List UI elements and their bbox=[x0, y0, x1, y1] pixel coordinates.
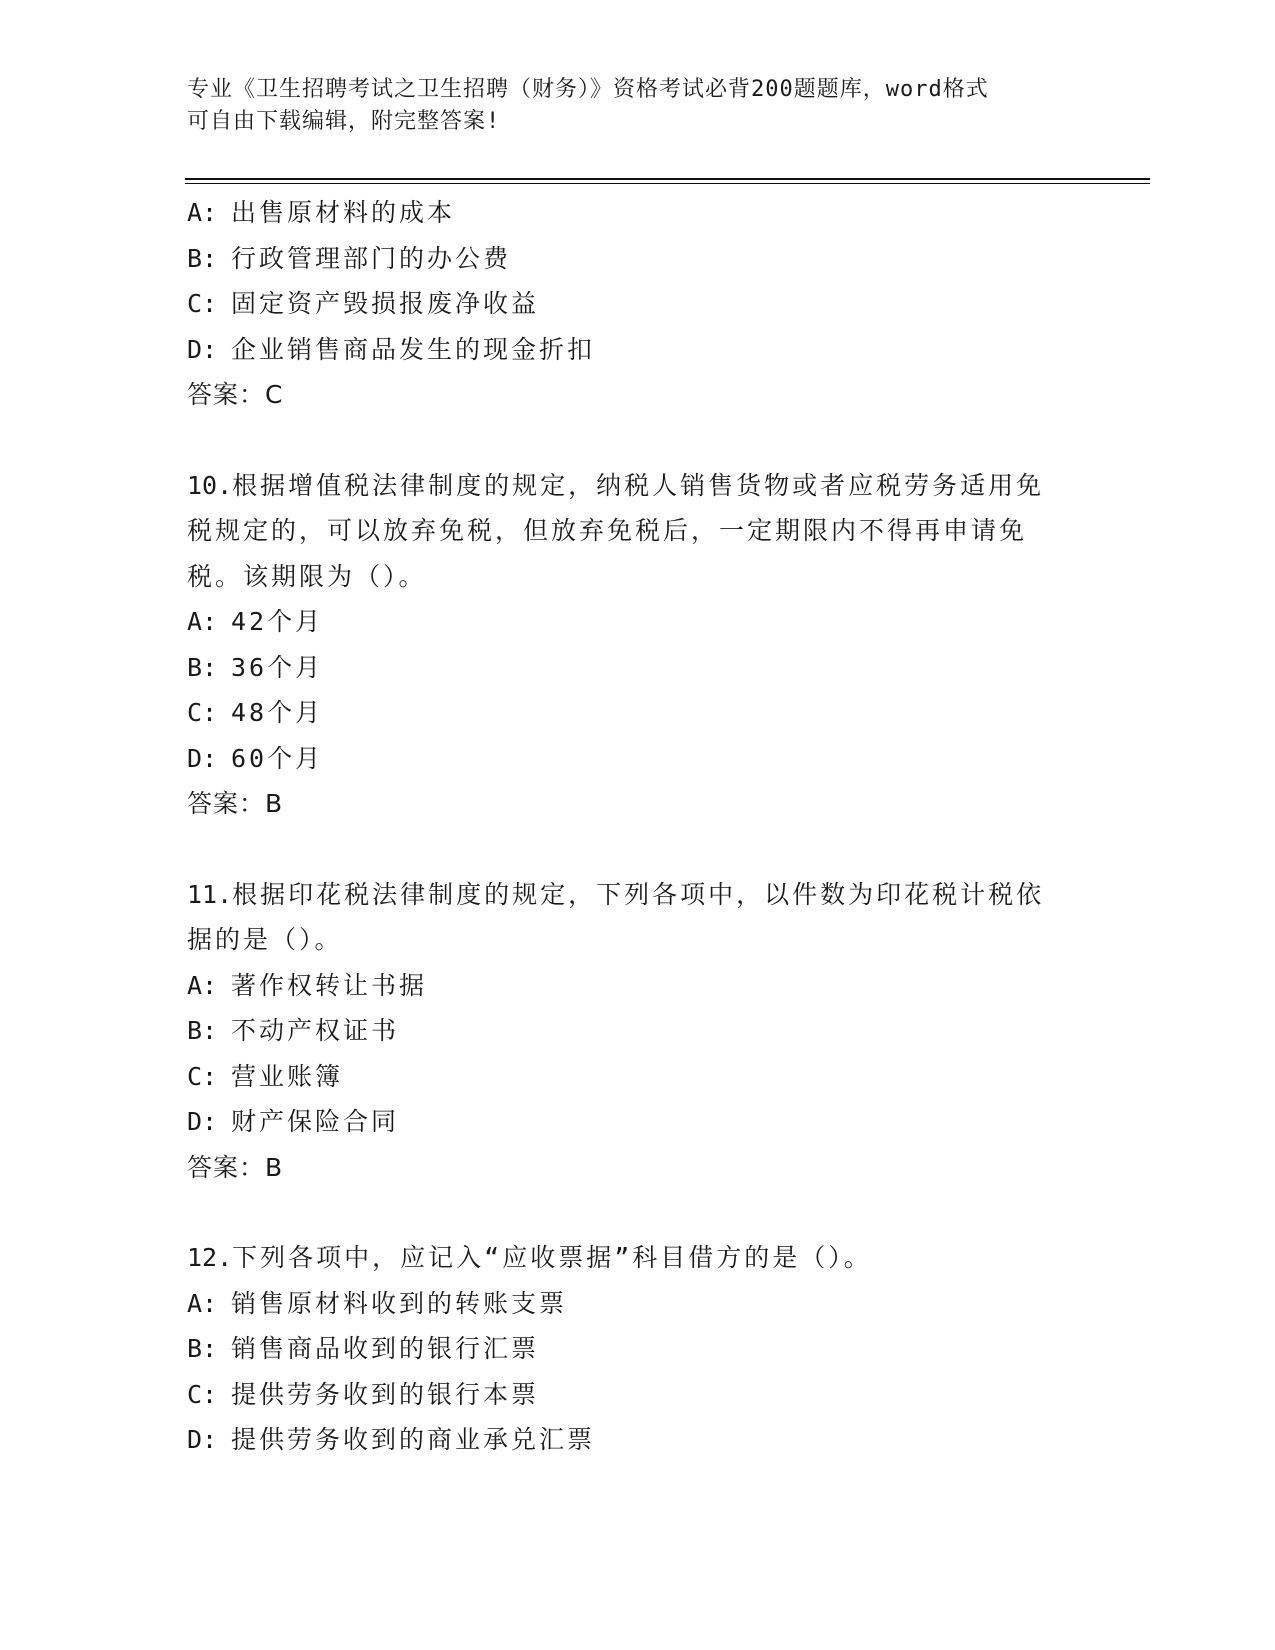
option-letter: A: bbox=[187, 198, 218, 227]
option-letter: D: bbox=[187, 334, 218, 364]
option-letter: C: bbox=[187, 1061, 218, 1091]
option-d bbox=[187, 1417, 1087, 1463]
option-b bbox=[187, 1326, 1087, 1372]
option-letter: C: bbox=[187, 289, 218, 318]
document-header bbox=[187, 74, 1067, 138]
spacer bbox=[187, 418, 1087, 463]
header-title-line-1: 专业《卫生招聘考试之卫生招聘（财务）》资格考试必背200题题库，word格式 bbox=[187, 77, 989, 102]
option-text: 出售原材料的成本 bbox=[231, 198, 456, 227]
option-letter: D: bbox=[187, 1107, 218, 1136]
question-content bbox=[187, 190, 1087, 1463]
question-stem-line: 税规定的，可以放弃免税，但放弃免税后，一定期限内不得再申请免 bbox=[187, 516, 1028, 545]
header-divider-thick bbox=[185, 178, 1150, 180]
option-text: 营业账簿 bbox=[231, 1061, 344, 1091]
option-letter: B: bbox=[187, 243, 218, 273]
option-text: 48个月 bbox=[231, 698, 324, 727]
option-letter: C: bbox=[187, 698, 218, 727]
answer-line: 答案：B bbox=[187, 789, 284, 818]
header-divider-thin bbox=[185, 183, 1150, 184]
option-letter: A: bbox=[187, 1288, 218, 1318]
option-letter: B: bbox=[187, 1334, 218, 1363]
option-c bbox=[187, 1372, 1087, 1418]
option-text: 提供劳务收到的商业承兑汇票 bbox=[231, 1425, 596, 1454]
option-text: 财产保险合同 bbox=[231, 1107, 400, 1136]
question-stem-line: 据的是（）。 bbox=[187, 925, 343, 954]
question-block-prev bbox=[187, 190, 1087, 418]
option-text: 著作权转让书据 bbox=[231, 970, 428, 1000]
option-text: 36个月 bbox=[231, 652, 324, 682]
answer-line: 答案：C bbox=[187, 380, 284, 409]
option-c bbox=[187, 690, 1087, 736]
option-d bbox=[187, 327, 1087, 373]
option-a bbox=[187, 1281, 1087, 1327]
option-b bbox=[187, 645, 1087, 691]
question-block-12 bbox=[187, 1235, 1087, 1463]
option-b bbox=[187, 1008, 1087, 1054]
option-letter: C: bbox=[187, 1379, 218, 1409]
header-title-line-2: 可自由下载编辑，附完整答案! bbox=[187, 109, 501, 134]
question-number: 12. bbox=[187, 1243, 233, 1272]
option-letter: D: bbox=[187, 1425, 218, 1454]
option-a bbox=[187, 963, 1087, 1009]
question-stem-text: 根据印花税法律制度的规定，下列各项中，以件数为印花税计税依 bbox=[232, 879, 1045, 909]
option-text: 42个月 bbox=[231, 607, 324, 636]
option-letter: A: bbox=[187, 970, 218, 1000]
question-stem-line: 税。该期限为（）。 bbox=[187, 561, 427, 591]
option-d bbox=[187, 736, 1087, 782]
option-text: 销售原材料收到的转账支票 bbox=[231, 1288, 568, 1318]
option-c bbox=[187, 1054, 1087, 1100]
question-stem-text: 根据增值税法律制度的规定，纳税人销售货物或者应税劳务适用免 bbox=[232, 470, 1045, 500]
question-block-10 bbox=[187, 463, 1087, 827]
option-letter: B: bbox=[187, 1016, 218, 1045]
question-stem-line bbox=[187, 872, 1087, 918]
option-b bbox=[187, 236, 1087, 282]
option-text: 行政管理部门的办公费 bbox=[231, 243, 512, 273]
option-letter: D: bbox=[187, 743, 218, 773]
question-stem-line bbox=[187, 463, 1087, 509]
option-letter: A: bbox=[187, 607, 218, 636]
question-number: 11. bbox=[187, 879, 233, 909]
option-text: 60个月 bbox=[231, 743, 324, 773]
option-a bbox=[187, 190, 1087, 236]
option-letter: B: bbox=[187, 652, 218, 682]
question-stem-line bbox=[187, 1235, 1087, 1281]
option-a bbox=[187, 599, 1087, 645]
answer-line: 答案：B bbox=[187, 1152, 284, 1182]
option-c bbox=[187, 281, 1087, 327]
question-number: 10. bbox=[187, 470, 233, 500]
spacer bbox=[187, 827, 1087, 872]
option-text: 固定资产毁损报废净收益 bbox=[231, 289, 540, 318]
question-block-11 bbox=[187, 872, 1087, 1191]
option-d bbox=[187, 1099, 1087, 1145]
option-text: 提供劳务收到的银行本票 bbox=[231, 1379, 540, 1409]
option-text: 销售商品收到的银行汇票 bbox=[231, 1334, 540, 1363]
spacer bbox=[187, 1190, 1087, 1235]
question-stem-text: 下列各项中，应记入“应收票据”科目借方的是（）。 bbox=[232, 1243, 872, 1272]
option-text: 企业销售商品发生的现金折扣 bbox=[231, 334, 596, 364]
option-text: 不动产权证书 bbox=[231, 1016, 400, 1045]
